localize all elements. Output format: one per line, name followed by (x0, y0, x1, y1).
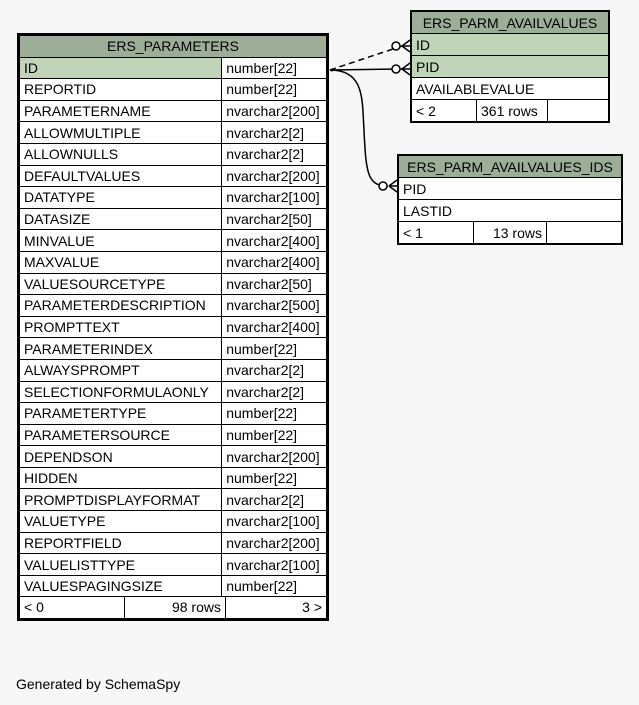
relation-line-avail-pid (330, 69, 402, 70)
table-title[interactable]: ERS_PARAMETERS (19, 35, 328, 58)
ers-parm-availvalues-table[interactable] (410, 10, 610, 123)
relation-origin-dot (331, 69, 334, 72)
column-name: DEFAULTVALUES (19, 165, 222, 187)
parents-count[interactable]: < 2 (411, 100, 477, 123)
table-row[interactable] (19, 273, 328, 295)
table-title[interactable]: ERS_PARM_AVAILVALUES (411, 11, 609, 34)
table-row[interactable] (19, 403, 328, 425)
column-name: HIDDEN (19, 467, 222, 489)
table-row[interactable] (19, 251, 328, 273)
column-type: nvarchar2[200] (222, 446, 328, 468)
column-name: VALUELISTTYPE (19, 554, 222, 576)
table-row[interactable] (19, 424, 328, 446)
table-row[interactable] (19, 143, 328, 165)
column-type: number[22] (222, 57, 328, 79)
column-name: PARAMETERSOURCE (19, 424, 222, 446)
table-title[interactable]: ERS_PARM_AVAILVALUES_IDS (398, 155, 622, 178)
parents-count[interactable]: < 1 (398, 222, 474, 245)
column-name: REPORTID (19, 79, 222, 101)
table-row[interactable] (19, 359, 328, 381)
table-row[interactable] (19, 489, 328, 511)
table-row[interactable] (19, 532, 328, 554)
table-footer-row (19, 597, 328, 620)
column-type: nvarchar2[2] (222, 359, 328, 381)
generated-by-label: Generated by SchemaSpy (16, 676, 181, 692)
children-count (548, 100, 610, 123)
table-row[interactable] (19, 338, 328, 360)
table-row[interactable] (19, 467, 328, 489)
column-type: nvarchar2[100] (222, 554, 328, 576)
column-name: ALWAYSPROMPT (19, 359, 222, 381)
column-type: nvarchar2[50] (222, 273, 328, 295)
column-name: MINVALUE (19, 230, 222, 252)
column-name: SELECTIONFORMULAONLY (19, 381, 222, 403)
parents-count[interactable]: < 0 (20, 597, 125, 618)
column-name: AVAILABLEVALUE (411, 78, 609, 100)
column-type: nvarchar2[200] (222, 532, 328, 554)
column-type: number[22] (222, 467, 328, 489)
relation-line-ids-pid (330, 70, 388, 186)
column-name: PARAMETERINDEX (19, 338, 222, 360)
column-type: nvarchar2[100] (222, 511, 328, 533)
column-name: VALUESPAGINGSIZE (19, 575, 222, 597)
table-row[interactable] (19, 446, 328, 468)
row-count: 98 rows (125, 597, 226, 618)
column-name: PARAMETERNAME (19, 100, 222, 122)
column-name: DATASIZE (19, 208, 222, 230)
column-name: DATATYPE (19, 187, 222, 209)
row-count: 13 rows (474, 222, 547, 245)
table-row[interactable] (19, 316, 328, 338)
children-count[interactable]: 3 > (302, 599, 322, 616)
column-name: DEPENDSON (19, 446, 222, 468)
column-type: number[22] (222, 79, 328, 101)
column-name: ID (411, 34, 609, 56)
column-name: PID (398, 178, 622, 200)
ers-parm-availvalues-ids-table[interactable] (397, 154, 623, 245)
ers-parameters-table[interactable] (17, 33, 329, 621)
column-name: LASTID (398, 200, 622, 222)
table-row[interactable] (19, 57, 328, 79)
table-row[interactable] (19, 511, 328, 533)
table-row[interactable] (19, 122, 328, 144)
column-type: nvarchar2[500] (222, 295, 328, 317)
column-name: ALLOWMULTIPLE (19, 122, 222, 144)
column-type: nvarchar2[2] (222, 489, 328, 511)
column-type: number[22] (222, 403, 328, 425)
column-type: number[22] (222, 338, 328, 360)
table-row[interactable] (19, 230, 328, 252)
column-name: PROMPTTEXT (19, 316, 222, 338)
table-row[interactable] (19, 381, 328, 403)
table-footer-row (398, 222, 622, 245)
column-name: ID (19, 57, 222, 79)
column-name: VALUETYPE (19, 511, 222, 533)
table-row[interactable] (19, 295, 328, 317)
table-row[interactable] (19, 100, 328, 122)
table-footer-row (411, 100, 609, 123)
column-type: nvarchar2[50] (222, 208, 328, 230)
row-count: 361 rows (477, 100, 548, 123)
column-type: nvarchar2[200] (222, 165, 328, 187)
column-name: PID (411, 56, 609, 78)
table-row[interactable] (19, 554, 328, 576)
column-type: nvarchar2[400] (222, 251, 328, 273)
column-name: ALLOWNULLS (19, 143, 222, 165)
table-row[interactable] (19, 208, 328, 230)
column-name: PARAMETERTYPE (19, 403, 222, 425)
table-row[interactable] (19, 165, 328, 187)
children-count (547, 222, 623, 245)
column-type: nvarchar2[200] (222, 100, 328, 122)
column-name: PARAMETERDESCRIPTION (19, 295, 222, 317)
column-name: VALUESOURCETYPE (19, 273, 222, 295)
column-name: PROMPTDISPLAYFORMAT (19, 489, 222, 511)
table-row[interactable] (19, 575, 328, 597)
column-type: nvarchar2[400] (222, 316, 328, 338)
column-name: MAXVALUE (19, 251, 222, 273)
column-type: nvarchar2[2] (222, 143, 328, 165)
column-type: nvarchar2[100] (222, 187, 328, 209)
column-type: number[22] (222, 575, 328, 597)
column-type: nvarchar2[400] (222, 230, 328, 252)
column-type: number[22] (222, 424, 328, 446)
table-row[interactable] (19, 187, 328, 209)
table-row[interactable] (19, 79, 328, 101)
column-type: nvarchar2[2] (222, 122, 328, 144)
column-name: REPORTFIELD (19, 532, 222, 554)
column-type: nvarchar2[2] (222, 381, 328, 403)
relation-line-avail-id (330, 46, 402, 70)
